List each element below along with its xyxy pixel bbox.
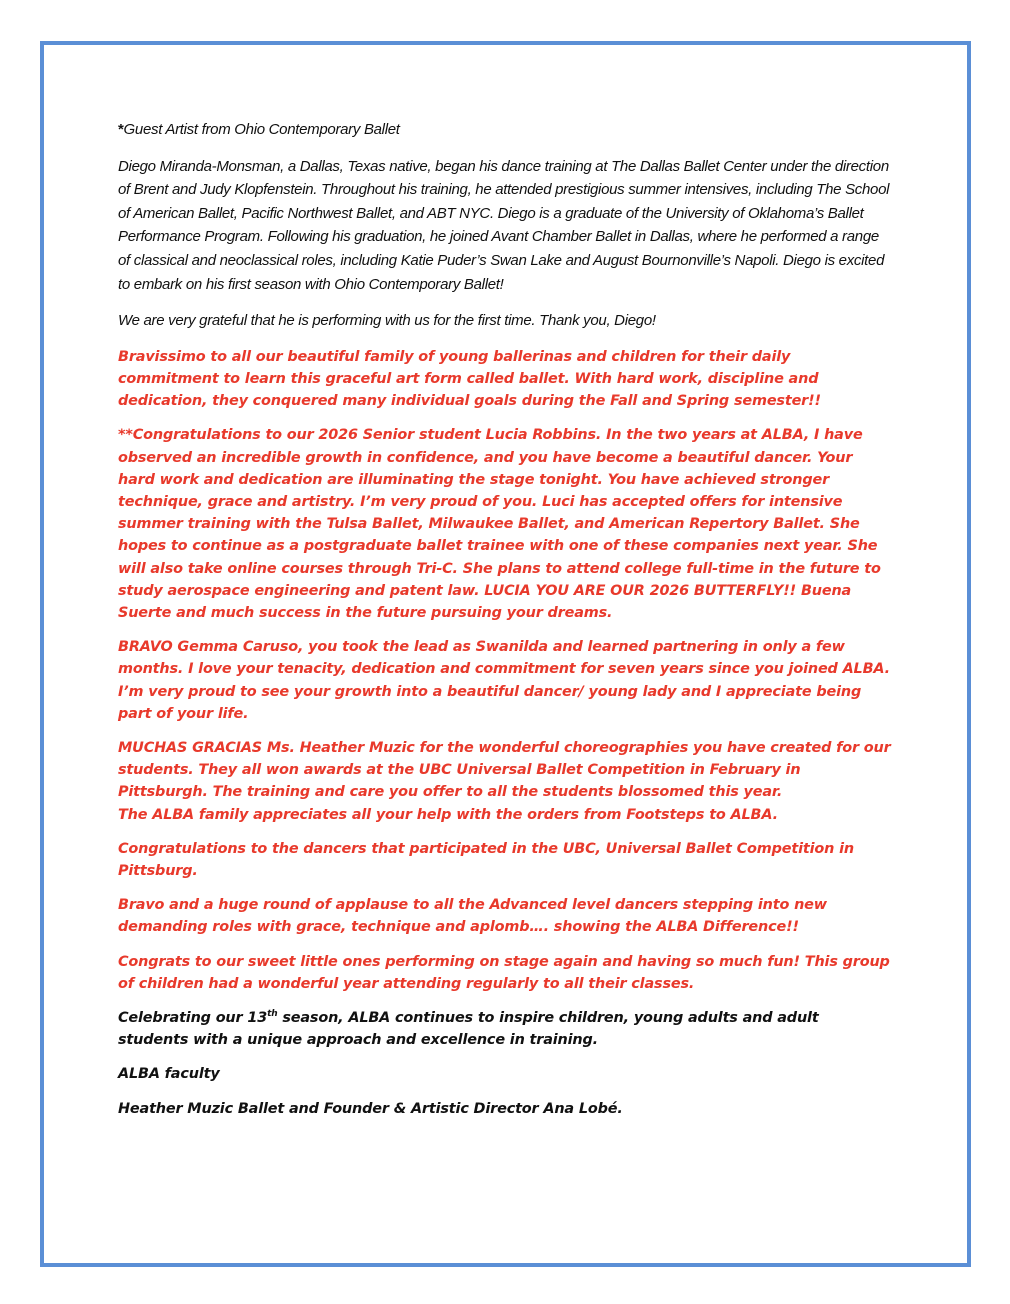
heather-tribute [118, 737, 893, 826]
season-paragraph [118, 1007, 893, 1051]
little-ones-paragraph: Congrats to our sweet little ones performing on stage again and having so much fun! This group of children had a wonderful year attending regularly to all their classes. [118, 953, 890, 992]
guest-artist-title: Guest Artist from Ohio Contemporary Ballet [123, 121, 400, 138]
program-notes [118, 118, 893, 1120]
season-text-start: Celebrating our 13 [118, 1010, 268, 1027]
senior-tribute-paragraph: **Congratulations to our 2026 Senior student Lucia Robbins. In the two years at ALBA, I have observed an incredible growth in confidence, and you have become a beautiful dancer. Your hard work and dedication are illuminating the stage tonight. You have achieved stronger technique, grace and artistry. I’m very proud of you. Luci has accepted offers for intensive summer training with the Tulsa Ballet, Milwaukee Ballet, and American Repertory Ballet. She hopes to continue as a postgraduate ballet trainee with one of these companies next year. She will also take online courses through Tri-C. She plans to attend college full-time in the future to study aerospace engineering and patent law. LUCIA YOU ARE OUR 2026 BUTTERFLY!! Buena Suerte and much success in the future pursuing your dreams. [118, 427, 881, 621]
guest-artist-bio: Diego Miranda-Monsman, a Dallas, Texas native, began his dance training at The Dallas Ballet Center under the direction of Brent and Judy Klopfenstein. Throughout his training, he attended prestigious summer intensives, including The School of American Ballet, Pacific Northwest Ballet, and ABT NYC. Diego is a graduate of the University of Oklahoma’s Ballet Performance Program. Following his graduation, he joined Avant Chamber Ballet in Dallas, where he performed a range of classical and neoclassical roles, including Katie Puder’s Swan Lake and August Bournonville’s Napoli. Diego is excited to embark on his first season with Ohio Contemporary Ballet! [118, 157, 890, 293]
faculty-label: ALBA faculty [118, 1066, 220, 1083]
gemma-tribute-paragraph: BRAVO Gemma Caruso, you took the lead as Swanilda and learned partnering in only a few months. I love your tenacity, dedication and commitment for seven years since you joined ALBA. I’m very proud to see your growth into a beautiful dancer/ young lady and I appreciate being part of your life. [118, 639, 890, 722]
ordinal-suffix: th [267, 1009, 278, 1020]
asterisk-marker: * [118, 121, 124, 138]
guest-thanks: We are very grateful that he is performing with us for the first time. Thank you, Diego! [118, 312, 656, 330]
signature-line: Heather Muzic Ballet and Founder & Artistic Director Ana Lobé. [118, 1100, 623, 1117]
heather-tribute-line: The ALBA family appreciates all your help with the orders from Footsteps to ALBA. [118, 806, 778, 823]
guest-artist-heading [118, 118, 893, 142]
advanced-dancers-paragraph: Bravo and a huge round of applause to all the Advanced level dancers stepping into new demanding roles with grace, technique and aplomb…. showing the ALBA Difference!! [118, 897, 827, 936]
season-text-end: season, ALBA continues to inspire children, young adults and adult students with a unique approach and excellence in training. [118, 1010, 819, 1049]
heather-tribute-paragraph: MUCHAS GRACIAS Ms. Heather Muzic for the wonderful choreographies you have created for our students. They all won awards at the UBC Universal Ballet Competition in February in Pittsburgh. The training and care you offer to all the students blossomed this year. [118, 740, 891, 801]
bravissimo-paragraph: Bravissimo to all our beautiful family of young ballerinas and children for their daily commitment to learn this graceful art form called ballet. With hard work, discipline and dedication, they conquered many individual goals during the Fall and Spring semester!! [118, 348, 821, 410]
ubc-congrats-paragraph: Congratulations to the dancers that participated in the UBC, Universal Ballet Competition in Pittsburg. [118, 840, 854, 880]
